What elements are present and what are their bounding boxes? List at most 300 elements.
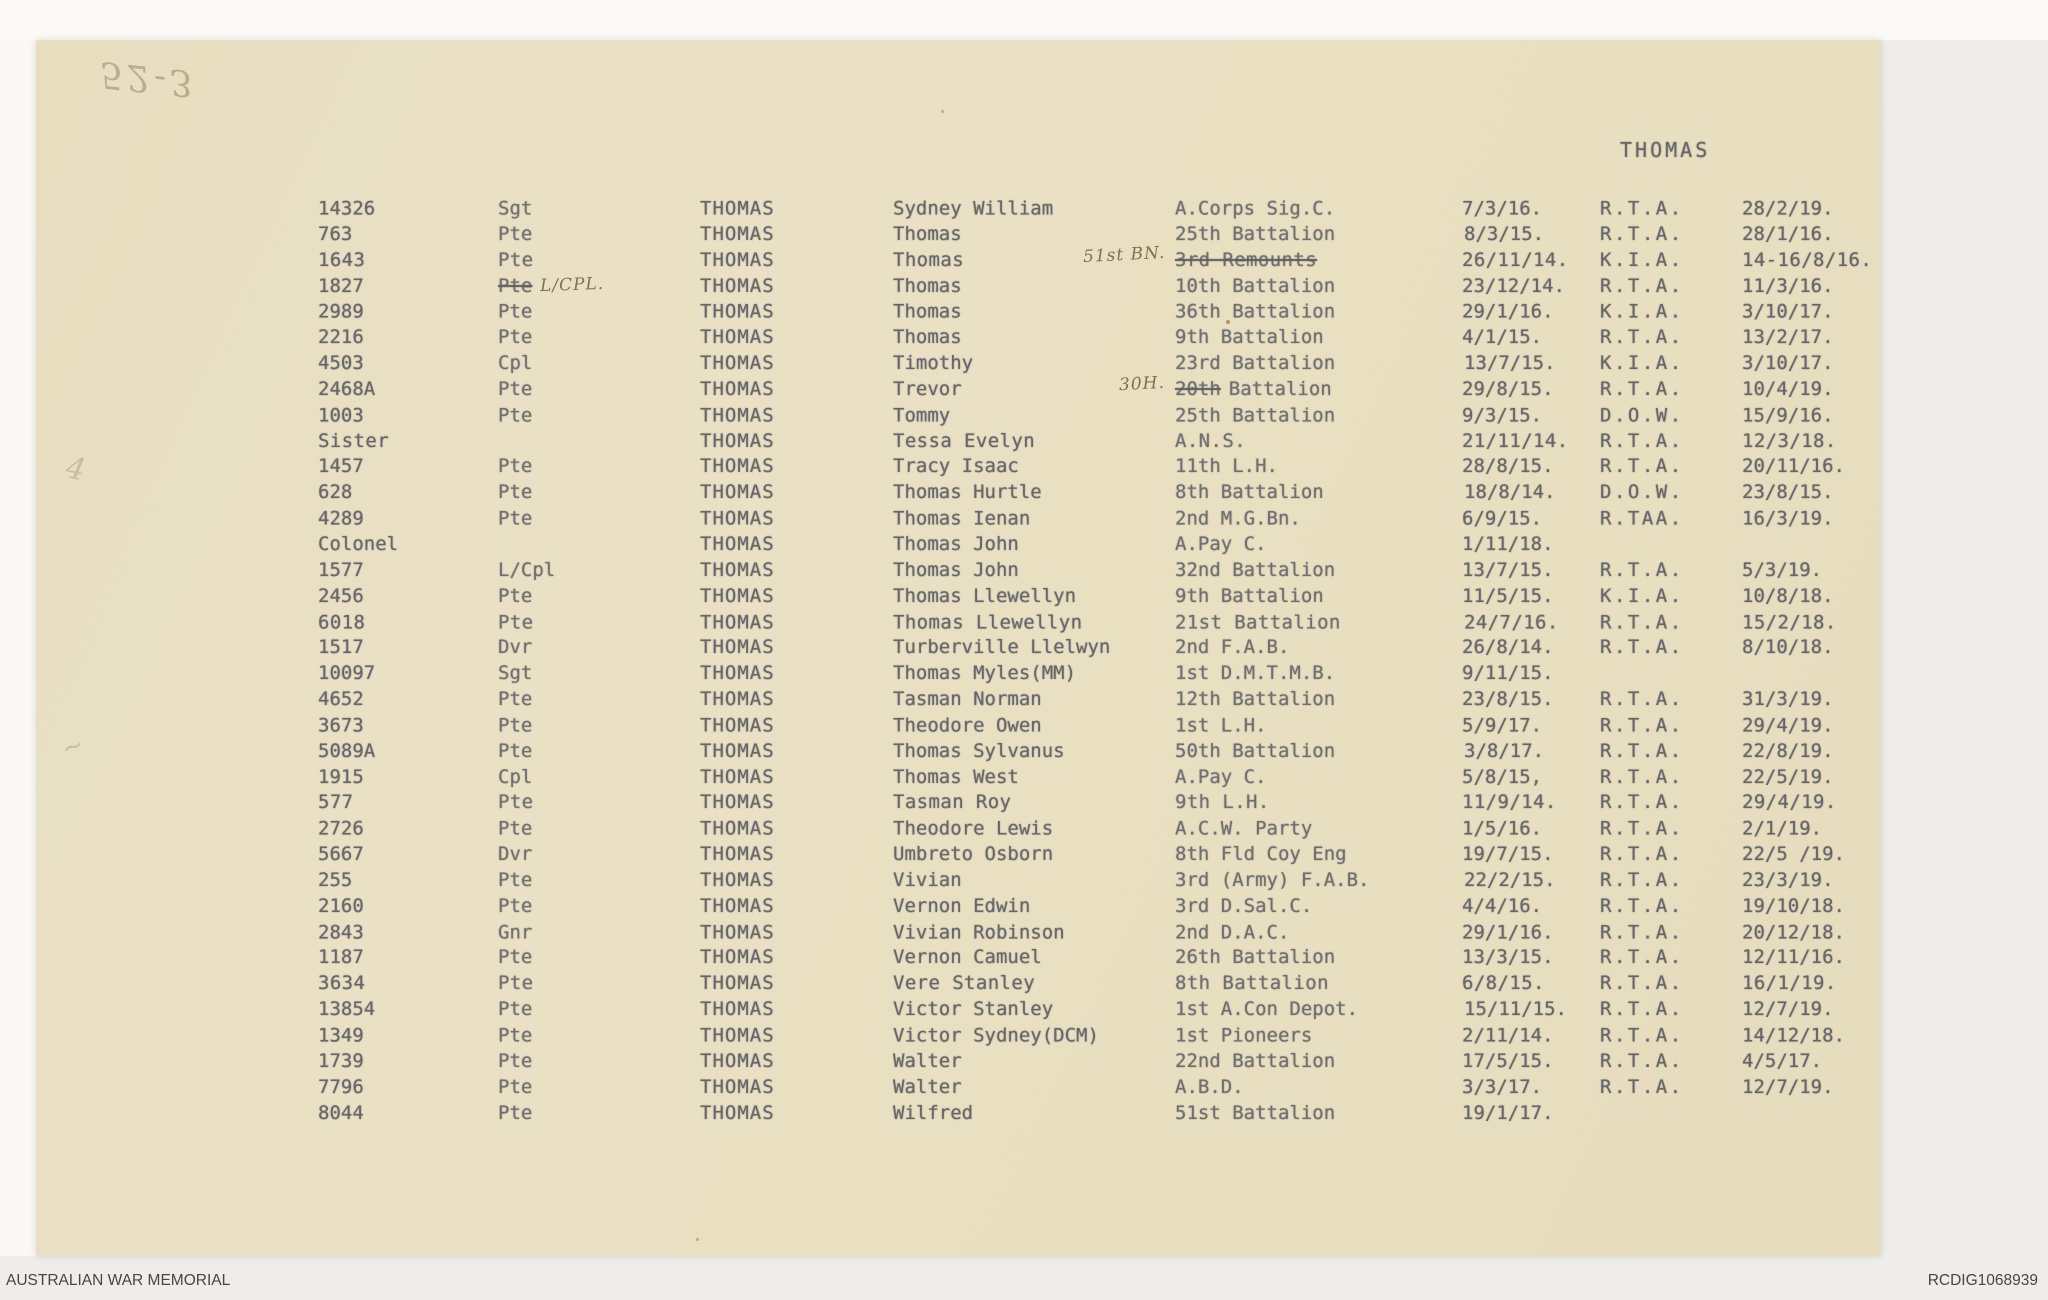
rank-label: Pte xyxy=(498,1049,533,1072)
service-number: 14326 xyxy=(318,197,376,220)
rank-label: Pte xyxy=(498,300,533,323)
unit-label: 23rd Battalion xyxy=(1175,352,1336,375)
unit-label: 26th Battalion xyxy=(1175,946,1336,969)
unit xyxy=(1175,766,1267,788)
table-row xyxy=(36,869,1881,895)
unit-label: A.N.S. xyxy=(1175,429,1247,452)
rank-label: Gnr xyxy=(498,921,533,944)
rank xyxy=(498,508,532,530)
embarkation-date: 2/11/14. xyxy=(1462,1024,1554,1047)
table-row xyxy=(36,688,1881,714)
fate-date: 11/3/16. xyxy=(1742,274,1834,297)
table-row xyxy=(36,636,1881,662)
given-names: Timothy xyxy=(893,352,974,375)
rank xyxy=(498,869,532,891)
table-row xyxy=(36,198,1881,224)
unit xyxy=(1175,946,1335,968)
fate-code: R.T.A. xyxy=(1600,1075,1684,1098)
service-number: 577 xyxy=(318,791,354,814)
rank-label: Dvr xyxy=(498,843,533,866)
embarkation-date: 17/5/15. xyxy=(1462,1049,1554,1072)
fate-code: K.I.A. xyxy=(1600,248,1684,271)
rank-label: Pte xyxy=(498,222,533,245)
surname: THOMAS xyxy=(700,921,775,944)
unit xyxy=(1175,1025,1312,1047)
unit xyxy=(1175,326,1324,348)
fate-code: R.T.A. xyxy=(1600,1024,1684,1047)
fate-code: D.O.W. xyxy=(1600,481,1684,504)
rank xyxy=(498,559,555,581)
given-names: Theodore Lewis xyxy=(893,817,1054,840)
embarkation-date: 23/8/15. xyxy=(1462,688,1554,711)
embarkation-date: 3/3/17. xyxy=(1462,1075,1543,1098)
fate-date: 23/8/15. xyxy=(1742,481,1834,504)
rank-label: Pte xyxy=(498,507,533,530)
fate-date: 12/3/18. xyxy=(1742,429,1837,452)
service-number: 10097 xyxy=(318,662,376,685)
unit-label: 22nd Battalion xyxy=(1175,1049,1336,1072)
given-names: Thomas Ienan xyxy=(893,507,1031,530)
surname: THOMAS xyxy=(700,662,775,685)
unit-label: A.Pay C. xyxy=(1175,532,1267,555)
unit xyxy=(1175,275,1335,297)
unit xyxy=(1175,921,1289,943)
rank xyxy=(498,352,532,374)
rank xyxy=(498,946,532,968)
fate-code: R.T.A. xyxy=(1600,972,1684,995)
embarkation-date: 29/1/16. xyxy=(1462,300,1554,323)
given-names: Thomas Hurtle xyxy=(893,481,1042,504)
unit xyxy=(1175,636,1289,658)
given-names: Thomas Llewellyn xyxy=(893,584,1077,607)
rank xyxy=(498,895,532,917)
archive-name: AUSTRALIAN WAR MEMORIAL xyxy=(6,1272,231,1289)
surname: THOMAS xyxy=(700,611,775,633)
embarkation-date: 9/11/15. xyxy=(1462,662,1554,685)
service-records-table xyxy=(36,197,1881,1127)
fate-code: R.T.A. xyxy=(1600,946,1684,969)
unit xyxy=(1175,481,1324,503)
fate-date: 3/10/17. xyxy=(1742,352,1834,375)
unit-label: 8th Fld Coy Eng xyxy=(1175,843,1347,866)
rank xyxy=(498,198,532,220)
unit-label: 1st A.Con Depot. xyxy=(1175,998,1359,1021)
given-names: Walter xyxy=(893,1049,962,1072)
surname: THOMAS xyxy=(700,481,775,504)
rank-label: Pte xyxy=(498,868,533,891)
table-row xyxy=(36,843,1881,869)
given-names: Victor Stanley xyxy=(893,998,1054,1021)
unit xyxy=(1175,791,1270,813)
fate-date: 15/2/18. xyxy=(1742,611,1837,633)
table-row xyxy=(36,455,1881,481)
rank-label: Pte xyxy=(498,972,534,995)
service-number: Colonel xyxy=(318,532,399,555)
fate-code: R.T.A. xyxy=(1600,765,1684,788)
rank-label: Pte xyxy=(498,791,534,814)
fate-code: R.T.A. xyxy=(1600,274,1684,297)
table-row xyxy=(36,818,1881,844)
unit xyxy=(1175,508,1301,530)
surname: THOMAS xyxy=(700,1024,775,1047)
fate-code: D.O.W. xyxy=(1600,404,1684,427)
fate-date: 31/3/19. xyxy=(1742,688,1834,711)
given-names: Trevor xyxy=(893,377,962,400)
given-names: Tasman Roy xyxy=(893,791,1012,814)
table-row xyxy=(36,714,1881,740)
table-row xyxy=(36,301,1881,327)
table-row xyxy=(36,740,1881,766)
table-row xyxy=(36,559,1881,585)
table-row xyxy=(36,242,1881,275)
unit-label: 9th L.H. xyxy=(1175,791,1270,814)
fate-date: 2/1/19. xyxy=(1742,817,1823,840)
surname: THOMAS xyxy=(700,1101,775,1124)
rank xyxy=(498,378,532,400)
unit-label: 51st Battalion xyxy=(1175,1101,1336,1124)
surname: THOMAS xyxy=(700,817,775,840)
fate-code: R.T.A. xyxy=(1600,791,1684,814)
unit xyxy=(1175,662,1335,684)
rank xyxy=(498,818,532,840)
service-number: 2216 xyxy=(318,326,364,349)
fate-code: K.I.A. xyxy=(1600,300,1684,323)
table-row xyxy=(36,972,1881,998)
surname: THOMAS xyxy=(700,532,775,555)
unit-label: 25th Battalion xyxy=(1175,222,1336,245)
unit-label: A.Corps Sig.C. xyxy=(1175,197,1336,220)
rank-struck-out: Pte xyxy=(498,274,533,297)
table-row xyxy=(36,946,1881,972)
given-names: Thomas Llewellyn xyxy=(893,611,1083,633)
table-row xyxy=(36,533,1881,559)
rank xyxy=(498,1050,532,1072)
unit-label: 12th Battalion xyxy=(1175,688,1336,711)
fate-date: 23/3/19. xyxy=(1742,868,1834,891)
surname: THOMAS xyxy=(700,377,775,400)
surname: THOMAS xyxy=(700,248,775,271)
given-names: Vernon Camuel xyxy=(893,946,1042,969)
fate-code: R.T.A. xyxy=(1600,636,1684,659)
service-number: 7796 xyxy=(318,1075,364,1098)
service-number: 763 xyxy=(318,222,353,245)
fate-code: R.T.A. xyxy=(1600,817,1684,840)
surname: THOMAS xyxy=(700,455,775,478)
rank-label: Pte xyxy=(498,946,533,969)
embarkation-date: 1/5/16. xyxy=(1462,817,1543,840)
service-number: 2843 xyxy=(318,921,364,944)
service-number: 1827 xyxy=(318,274,364,297)
page-heading-surname: THOMAS xyxy=(1620,138,1711,162)
unit-label: A.B.D. xyxy=(1175,1075,1244,1098)
unit xyxy=(1175,869,1369,891)
given-names: Thomas Myles(MM) xyxy=(893,662,1077,685)
embarkation-date: 6/9/15. xyxy=(1462,507,1543,530)
rank-label: Pte xyxy=(498,611,534,633)
embarkation-date: 5/8/15, xyxy=(1462,765,1543,788)
surname: THOMAS xyxy=(700,894,775,917)
fate-code: R.T.A. xyxy=(1600,429,1684,452)
rank xyxy=(498,688,532,710)
fate-date: 20/11/16. xyxy=(1742,455,1845,478)
fate-code: R.T.A. xyxy=(1600,998,1684,1021)
service-number: 3634 xyxy=(318,972,366,995)
embarkation-date: 26/8/14. xyxy=(1462,636,1554,659)
rank-label: Cpl xyxy=(498,352,533,375)
fate-date: 14/12/18. xyxy=(1742,1024,1845,1047)
rank xyxy=(498,843,532,865)
table-row xyxy=(36,766,1881,792)
surname: THOMAS xyxy=(700,222,775,245)
fate-date: 22/5 /19. xyxy=(1742,843,1845,866)
fate-code: R.T.A. xyxy=(1600,843,1684,866)
service-number: 1739 xyxy=(318,1049,364,1072)
fate-code: R.T.A. xyxy=(1600,558,1684,581)
unit xyxy=(1175,404,1335,426)
rank xyxy=(498,662,532,684)
rank xyxy=(498,249,534,271)
embarkation-date: 26/11/14. xyxy=(1462,248,1569,271)
rank-label: Pte xyxy=(498,326,533,349)
unit xyxy=(1175,352,1335,374)
rank-label: Pte xyxy=(498,714,533,737)
table-row xyxy=(36,585,1881,611)
rank xyxy=(498,1025,532,1047)
fate-code: R.T.A. xyxy=(1600,455,1684,478)
table-row xyxy=(36,508,1881,534)
service-number: 255 xyxy=(318,868,353,891)
service-number: 2726 xyxy=(318,817,364,840)
rank-label: Dvr xyxy=(498,636,533,659)
service-number: 1915 xyxy=(318,765,364,788)
unit xyxy=(1175,688,1335,710)
unit xyxy=(1175,895,1312,917)
pencil-margin-mark: ~ xyxy=(57,729,89,765)
unit-label: 32nd Battalion xyxy=(1175,558,1336,581)
unit xyxy=(1175,714,1267,736)
unit xyxy=(1175,972,1329,994)
table-row xyxy=(36,404,1881,430)
given-names: Vivian xyxy=(893,868,962,891)
unit-label: 8th Battalion xyxy=(1175,972,1329,995)
embarkation-date: 4/4/16. xyxy=(1462,894,1543,917)
service-number: 5667 xyxy=(318,843,364,866)
unit-label: 36th Battalion xyxy=(1175,300,1336,323)
given-names: Tessa Evelyn xyxy=(893,429,1036,452)
given-names: Victor Sydney(DCM) xyxy=(893,1024,1099,1047)
table-row xyxy=(36,352,1881,378)
service-number: 628 xyxy=(318,481,353,504)
fate-code: K.I.A. xyxy=(1600,584,1684,607)
unit-label: 1st D.M.T.M.B. xyxy=(1175,662,1336,685)
service-number: 1003 xyxy=(318,404,364,427)
given-names: Vernon Edwin xyxy=(893,894,1031,917)
embarkation-date: 19/1/17. xyxy=(1462,1101,1554,1124)
scan-top-margin xyxy=(0,0,2048,40)
fate-date: 8/10/18. xyxy=(1742,636,1834,659)
fate-date: 16/3/19. xyxy=(1742,507,1834,530)
fate-date: 28/2/19. xyxy=(1742,197,1834,220)
record-id: RCDIG1068939 xyxy=(1927,1272,2038,1289)
unit-label: 2nd M.G.Bn. xyxy=(1175,507,1301,530)
given-names: Tasman Norman xyxy=(893,688,1042,711)
given-names: Tracy Isaac xyxy=(893,455,1019,478)
service-number: 4289 xyxy=(318,507,364,530)
unit-label: 9th Battalion xyxy=(1175,584,1324,607)
table-row xyxy=(36,1102,1881,1128)
embarkation-date: 3/8/17. xyxy=(1464,739,1545,762)
rank xyxy=(498,455,532,477)
rank-label: Cpl xyxy=(498,765,533,788)
table-row xyxy=(36,1076,1881,1102)
service-number: 2456 xyxy=(318,584,364,607)
embarkation-date: 7/3/16. xyxy=(1462,197,1543,220)
surname: THOMAS xyxy=(700,636,775,659)
surname: THOMAS xyxy=(700,1075,775,1098)
given-names: Thomas John xyxy=(893,558,1019,581)
table-row xyxy=(36,998,1881,1024)
fate-code: R.T.A. xyxy=(1600,222,1684,245)
table-row xyxy=(36,372,1881,404)
handwritten-unit-note: 30H. xyxy=(1118,372,1166,396)
unit xyxy=(1175,843,1347,865)
surname: THOMAS xyxy=(700,584,775,607)
rank-label: Pte xyxy=(498,248,534,271)
fate-code: R.T.A. xyxy=(1600,921,1684,944)
unit xyxy=(1175,1076,1244,1098)
rank xyxy=(498,275,610,297)
surname: THOMAS xyxy=(700,714,775,737)
rank-label: Pte xyxy=(498,1075,533,1098)
service-number: 1577 xyxy=(318,558,364,581)
pencil-corner-note: 52-3 xyxy=(98,53,199,104)
surname: THOMAS xyxy=(700,765,775,788)
fate-code: R.T.A. xyxy=(1600,377,1684,400)
service-number: 1643 xyxy=(318,248,366,271)
unit-label: A.Pay C. xyxy=(1175,765,1267,788)
unit-label: 25th Battalion xyxy=(1175,404,1336,427)
unit-label: Battalion xyxy=(1228,377,1332,400)
embarkation-date: 19/7/15. xyxy=(1462,843,1554,866)
surname: THOMAS xyxy=(700,1049,775,1072)
table-row xyxy=(36,430,1881,456)
fate-date: 22/8/19. xyxy=(1742,739,1834,762)
service-number: 6018 xyxy=(318,611,366,633)
embarkation-date: 9/3/15. xyxy=(1462,404,1543,427)
rank xyxy=(498,1102,532,1124)
fate-date: 5/3/19. xyxy=(1742,558,1823,581)
unit-label: 3rd D.Sal.C. xyxy=(1175,894,1313,917)
fate-date: 19/10/18. xyxy=(1742,894,1845,917)
unit-label: 8th Battalion xyxy=(1175,481,1324,504)
table-row xyxy=(36,921,1881,947)
rank xyxy=(498,791,534,813)
scan-left-margin xyxy=(0,40,36,1256)
given-names: Vere Stanley xyxy=(893,972,1036,995)
rank xyxy=(498,714,532,736)
rank xyxy=(498,766,532,788)
unit-label: 10th Battalion xyxy=(1175,274,1336,297)
handwritten-rank-note: L/CPL. xyxy=(539,273,605,296)
fate-date: 12/7/19. xyxy=(1742,1075,1834,1098)
rank-label: Pte xyxy=(498,817,533,840)
fate-date: 12/11/16. xyxy=(1742,946,1845,969)
fate-code: R.T.A. xyxy=(1600,894,1684,917)
fate-date: 29/4/19. xyxy=(1742,714,1834,737)
surname: THOMAS xyxy=(700,972,775,995)
given-names: Thomas West xyxy=(893,765,1019,788)
surname: THOMAS xyxy=(700,843,775,866)
rank-label: Sgt xyxy=(498,662,533,685)
rank xyxy=(498,636,532,658)
unit xyxy=(1175,585,1324,607)
unit-label: 2nd F.A.B. xyxy=(1175,636,1290,659)
fate-code: R.T.A. xyxy=(1600,611,1684,633)
table-row xyxy=(36,1050,1881,1076)
service-number: 4652 xyxy=(318,688,364,711)
given-names: Thomas xyxy=(893,274,962,297)
fate-date: 20/12/18. xyxy=(1742,921,1845,944)
embarkation-date: 29/1/16. xyxy=(1462,921,1554,944)
rank xyxy=(498,585,532,607)
table-row xyxy=(36,1025,1881,1051)
service-number: 8044 xyxy=(318,1101,364,1124)
given-names: Thomas xyxy=(893,222,962,245)
embarkation-date: 22/2/15. xyxy=(1464,868,1556,891)
table-row xyxy=(36,791,1881,817)
rank xyxy=(498,301,532,323)
unit-label: 21st Battalion xyxy=(1175,611,1341,633)
fate-date: 15/9/16. xyxy=(1742,404,1834,427)
fate-date: 10/4/19. xyxy=(1742,377,1834,400)
unit xyxy=(1175,198,1335,220)
embarkation-date: 23/12/14. xyxy=(1462,274,1565,297)
table-row xyxy=(36,611,1881,637)
surname: THOMAS xyxy=(700,946,775,969)
given-names: Thomas xyxy=(893,326,962,349)
fate-code: K.I.A. xyxy=(1600,352,1684,375)
fate-date: 12/7/19. xyxy=(1742,998,1834,1021)
service-number: 1457 xyxy=(318,455,364,478)
rank-label: Pte xyxy=(498,404,533,427)
fate-date: 16/1/19. xyxy=(1742,972,1837,995)
unit-label: 3rd (Army) F.A.B. xyxy=(1175,868,1370,891)
embarkation-date: 11/5/15. xyxy=(1462,584,1554,607)
embarkation-date: 5/9/17. xyxy=(1462,714,1543,737)
embarkation-date: 28/8/15. xyxy=(1462,455,1554,478)
embarkation-date: 18/8/14. xyxy=(1464,481,1556,504)
fate-date: 28/1/16. xyxy=(1742,222,1834,245)
given-names: Thomas John xyxy=(893,532,1019,555)
embarkation-date: 24/7/16. xyxy=(1464,611,1559,633)
fate-date: 10/8/18. xyxy=(1742,584,1834,607)
unit-label: 1st Pioneers xyxy=(1175,1024,1313,1047)
rank xyxy=(498,972,534,994)
unit xyxy=(1175,818,1312,840)
fate-code: R.T.A. xyxy=(1600,868,1684,891)
rank xyxy=(498,404,532,426)
given-names: Wilfred xyxy=(893,1101,974,1124)
embarkation-date: 13/7/15. xyxy=(1462,558,1554,581)
given-names: Theodore Owen xyxy=(893,714,1042,737)
paper-speck xyxy=(941,110,944,113)
surname: THOMAS xyxy=(700,352,775,375)
unit xyxy=(1175,740,1335,762)
embarkation-date: 8/3/15. xyxy=(1464,222,1545,245)
unit-label: 50th Battalion xyxy=(1175,739,1336,762)
rank-label: Pte xyxy=(498,688,533,711)
rank-label: Sgt xyxy=(498,197,533,220)
